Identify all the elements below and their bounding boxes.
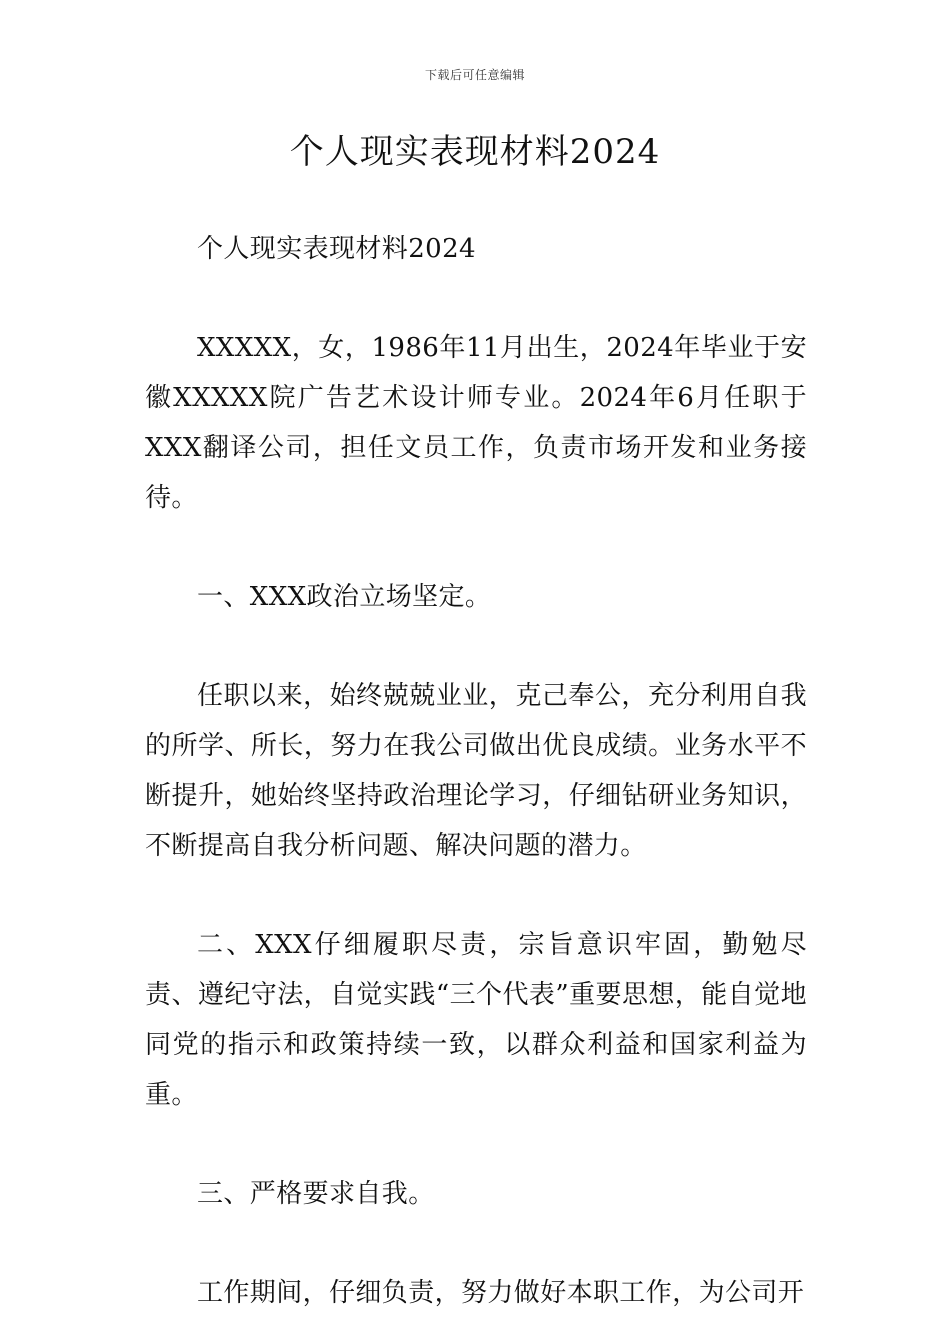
section-heading-2: 二、XXX仔细履职尽责，宗旨意识牢固，勤勉尽责、遵纪守法，自觉实践“三个代表”重要思想，能自觉地同党的指示和政策持续一致，以群众利益和国家利益为重。 <box>145 930 807 1110</box>
header-note: 下载后可任意编辑 <box>424 68 525 82</box>
document-body <box>145 224 807 1318</box>
paragraph-section-3: 工作期间，仔细负责，努力做好本职工作，为公司开 <box>197 1278 805 1308</box>
paragraph-subtitle: 个人现实表现材料2024 <box>197 234 476 264</box>
paragraph-section-1: 任职以来，始终兢兢业业，克己奉公，充分利用自我的所学、所长，努力在我公司做出优良成绩。业务水平不断提升，她始终坚持政治理论学习，仔细钻研业务知识，不断提高自我分析问题、解决问题的潜力。 <box>145 681 807 861</box>
page-title: 个人现实表现材料2024 <box>289 132 661 172</box>
section-heading-3: 三、严格要求自我。 <box>197 1179 435 1209</box>
section-heading-1: 一、XXX政治立场坚定。 <box>197 582 492 612</box>
paragraph-intro: XXXXX，女，1986年11月出生，2024年毕业于安徽XXXXX院广告艺术设计师专业。2024年6月任职于XXX翻译公司，担任文员工作，负责市场开发和业务接待。 <box>145 333 807 513</box>
